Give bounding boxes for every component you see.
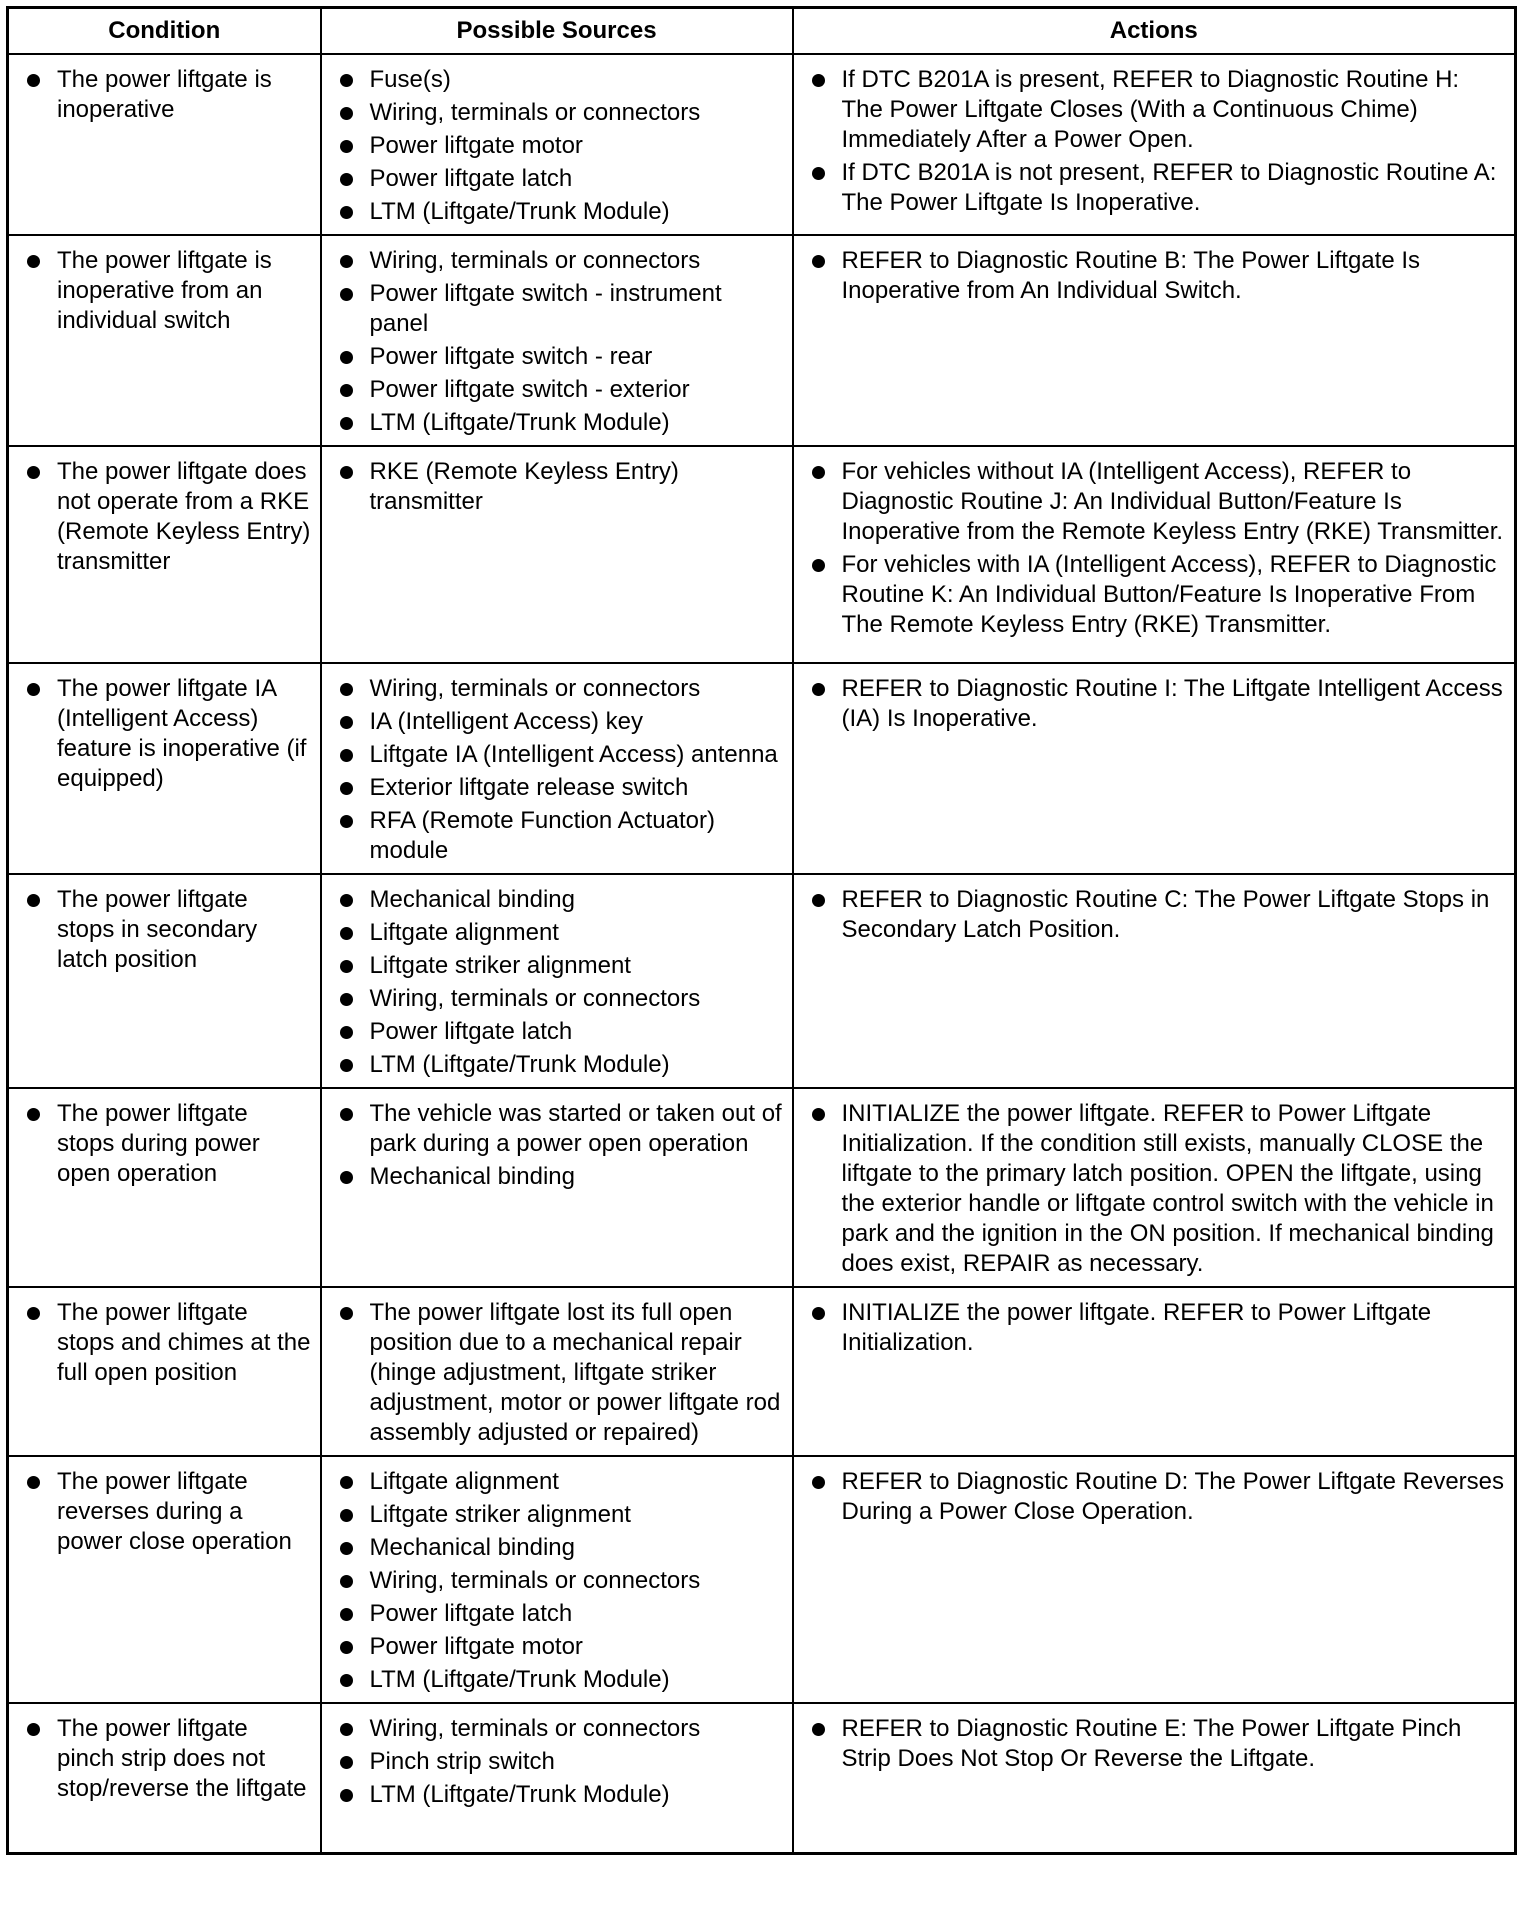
list-item xyxy=(336,408,784,438)
list-item xyxy=(23,1298,312,1388)
list-item xyxy=(336,1714,784,1744)
condition-list xyxy=(23,1467,312,1557)
list-item xyxy=(336,1599,784,1629)
condition-text: The power liftgate stops during power open operation xyxy=(57,1100,260,1187)
condition-text: The power liftgate is inoperative xyxy=(57,66,272,123)
bullet-icon xyxy=(812,683,825,696)
list-item xyxy=(336,342,784,372)
bullet-icon xyxy=(340,749,353,762)
action-item: REFER to Diagnostic Routine E: The Power Liftgate Pinch Strip Does Not Stop Or Reverse the Liftgate. xyxy=(841,1715,1462,1772)
possible-sources-cell xyxy=(321,446,793,663)
actions-list xyxy=(808,885,1507,945)
list-item xyxy=(336,984,784,1014)
list-item xyxy=(808,158,1507,218)
table-row xyxy=(8,874,1516,1088)
list-item xyxy=(336,375,784,405)
list-item xyxy=(336,1566,784,1596)
table-body xyxy=(8,54,1516,1853)
possible-sources-cell xyxy=(321,1456,793,1703)
actions-list xyxy=(808,674,1507,734)
bullet-icon xyxy=(27,1476,40,1489)
list-item xyxy=(336,1467,784,1497)
source-item: Mechanical binding xyxy=(369,1534,575,1561)
table-row xyxy=(8,1287,1516,1456)
list-item xyxy=(23,457,312,577)
action-item: REFER to Diagnostic Routine C: The Power Liftgate Stops in Secondary Latch Position. xyxy=(841,886,1490,943)
bullet-icon xyxy=(340,417,353,430)
bullet-icon xyxy=(812,167,825,180)
bullet-icon xyxy=(27,1108,40,1121)
condition-text: The power liftgate reverses during a power close operation xyxy=(57,1468,292,1555)
bullet-icon xyxy=(340,74,353,87)
source-item: Liftgate alignment xyxy=(369,919,559,946)
list-item xyxy=(336,740,784,770)
bullet-icon xyxy=(340,140,353,153)
bullet-icon xyxy=(812,1476,825,1489)
list-item xyxy=(808,1298,1507,1358)
actions-list xyxy=(808,1298,1507,1358)
sources-list xyxy=(336,65,784,227)
actions-cell xyxy=(793,874,1516,1088)
list-item xyxy=(808,550,1507,640)
possible-sources-cell xyxy=(321,54,793,235)
source-item: Mechanical binding xyxy=(369,886,575,913)
bullet-icon xyxy=(27,1723,40,1736)
source-item: LTM (Liftgate/Trunk Module) xyxy=(369,1051,670,1078)
condition-cell xyxy=(8,663,321,874)
condition-list xyxy=(23,457,312,577)
condition-header: Condition xyxy=(8,8,321,55)
bullet-icon xyxy=(340,1723,353,1736)
source-item: Liftgate striker alignment xyxy=(369,952,631,979)
possible-sources-cell xyxy=(321,235,793,446)
bullet-icon xyxy=(812,894,825,907)
list-item xyxy=(808,885,1507,945)
bullet-icon xyxy=(340,960,353,973)
bullet-icon xyxy=(340,1108,353,1121)
list-item xyxy=(23,1714,312,1804)
actions-cell xyxy=(793,663,1516,874)
bullet-icon xyxy=(812,1723,825,1736)
bullet-icon xyxy=(812,466,825,479)
sources-list xyxy=(336,1714,784,1810)
sources-list xyxy=(336,457,784,517)
source-item: Power liftgate switch - exterior xyxy=(369,376,690,403)
bullet-icon xyxy=(340,173,353,186)
list-item xyxy=(336,1533,784,1563)
action-item: REFER to Diagnostic Routine D: The Power Liftgate Reverses During a Power Close Operation. xyxy=(841,1468,1505,1525)
source-item: Wiring, terminals or connectors xyxy=(369,99,701,126)
action-item: For vehicles with IA (Intelligent Access), REFER to Diagnostic Routine K: An Individual Button/Feature Is Inoperative From The Remote Keyless Entry (RKE) Transmitter. xyxy=(841,551,1497,638)
action-item: For vehicles without IA (Intelligent Access), REFER to Diagnostic Routine J: An Individual Button/Feature Is Inoperative from the Remote Keyless Entry (RKE) Transmitter. xyxy=(841,458,1504,545)
list-item xyxy=(336,1099,784,1159)
condition-cell xyxy=(8,874,321,1088)
list-item xyxy=(336,197,784,227)
list-item xyxy=(336,1162,784,1192)
list-item xyxy=(336,885,784,915)
bullet-icon xyxy=(27,74,40,87)
sources-list xyxy=(336,1298,784,1448)
condition-text: The power liftgate stops in secondary latch position xyxy=(57,886,258,973)
source-item: Wiring, terminals or connectors xyxy=(369,1567,701,1594)
sources-list xyxy=(336,674,784,866)
bullet-icon xyxy=(340,716,353,729)
list-item xyxy=(336,1632,784,1662)
sources-list xyxy=(336,1099,784,1192)
actions-cell xyxy=(793,1456,1516,1703)
source-item: The power liftgate lost its full open position due to a mechanical repair (hinge adjustment, liftgate striker adjustment, motor or power liftgate rod assembly adjusted or repaired) xyxy=(369,1299,781,1446)
condition-text: The power liftgate is inoperative from an individual switch xyxy=(57,247,272,334)
list-item xyxy=(23,65,312,125)
possible-sources-cell xyxy=(321,1088,793,1287)
bullet-icon xyxy=(340,288,353,301)
list-item xyxy=(808,457,1507,547)
table-row xyxy=(8,1088,1516,1287)
possible-sources-cell xyxy=(321,1287,793,1456)
bullet-icon xyxy=(340,1307,353,1320)
list-item xyxy=(336,164,784,194)
bullet-icon xyxy=(340,1509,353,1522)
list-item xyxy=(808,674,1507,734)
action-item: INITIALIZE the power liftgate. REFER to Power Liftgate Initialization. xyxy=(841,1299,1432,1356)
bullet-icon xyxy=(340,206,353,219)
table-row xyxy=(8,54,1516,235)
sources-list xyxy=(336,1467,784,1695)
condition-list xyxy=(23,1714,312,1804)
table-header-row xyxy=(8,8,1516,55)
actions-cell xyxy=(793,54,1516,235)
bullet-icon xyxy=(340,1608,353,1621)
condition-text: The power liftgate pinch strip does not stop/reverse the liftgate xyxy=(57,1715,307,1802)
bullet-icon xyxy=(340,1789,353,1802)
source-item: Exterior liftgate release switch xyxy=(369,774,689,801)
bullet-icon xyxy=(340,1756,353,1769)
actions-list xyxy=(808,1099,1507,1279)
condition-list xyxy=(23,1298,312,1388)
list-item xyxy=(336,457,784,517)
actions-header: Actions xyxy=(793,8,1516,55)
bullet-icon xyxy=(340,384,353,397)
list-item xyxy=(336,1017,784,1047)
bullet-icon xyxy=(340,1026,353,1039)
source-item: Liftgate IA (Intelligent Access) antenna xyxy=(369,741,778,768)
actions-list xyxy=(808,1714,1507,1774)
table-row xyxy=(8,446,1516,663)
bullet-icon xyxy=(340,927,353,940)
bullet-icon xyxy=(340,1641,353,1654)
source-item: Power liftgate latch xyxy=(369,1018,573,1045)
bullet-icon xyxy=(340,782,353,795)
list-item xyxy=(336,951,784,981)
bullet-icon xyxy=(340,351,353,364)
list-item xyxy=(336,918,784,948)
bullet-icon xyxy=(812,74,825,87)
actions-cell xyxy=(793,1287,1516,1456)
bullet-icon xyxy=(340,1171,353,1184)
bullet-icon xyxy=(812,1307,825,1320)
source-item: RFA (Remote Function Actuator) module xyxy=(369,807,715,864)
possible-sources-header: Possible Sources xyxy=(321,8,793,55)
action-item: If DTC B201A is present, REFER to Diagnostic Routine H: The Power Liftgate Closes (With a Continuous Chime) Immediately After a Power Open. xyxy=(841,66,1460,153)
condition-list xyxy=(23,1099,312,1189)
possible-sources-cell xyxy=(321,1703,793,1853)
list-item xyxy=(23,246,312,336)
source-item: Wiring, terminals or connectors xyxy=(369,1715,701,1742)
list-item xyxy=(808,1714,1507,1774)
source-item: LTM (Liftgate/Trunk Module) xyxy=(369,409,670,436)
list-item xyxy=(808,1099,1507,1279)
source-item: LTM (Liftgate/Trunk Module) xyxy=(369,1666,670,1693)
source-item: Power liftgate motor xyxy=(369,132,583,159)
actions-cell xyxy=(793,446,1516,663)
table-row xyxy=(8,235,1516,446)
list-item xyxy=(336,1050,784,1080)
bullet-icon xyxy=(27,466,40,479)
bullet-icon xyxy=(27,894,40,907)
list-item xyxy=(336,65,784,95)
symptom-chart-table xyxy=(6,6,1517,1855)
bullet-icon xyxy=(340,1542,353,1555)
actions-list xyxy=(808,1467,1507,1527)
source-item: Wiring, terminals or connectors xyxy=(369,675,701,702)
actions-list xyxy=(808,65,1507,218)
actions-list xyxy=(808,246,1507,306)
action-item: REFER to Diagnostic Routine B: The Power Liftgate Is Inoperative from An Individual Switch. xyxy=(841,247,1420,304)
source-item: Power liftgate latch xyxy=(369,1600,573,1627)
list-item xyxy=(336,1747,784,1777)
bullet-icon xyxy=(812,255,825,268)
source-item: Mechanical binding xyxy=(369,1163,575,1190)
bullet-icon xyxy=(340,1476,353,1489)
bullet-icon xyxy=(340,894,353,907)
bullet-icon xyxy=(812,1108,825,1121)
condition-cell xyxy=(8,1287,321,1456)
source-item: Fuse(s) xyxy=(369,66,451,93)
bullet-icon xyxy=(340,1674,353,1687)
source-item: LTM (Liftgate/Trunk Module) xyxy=(369,1781,670,1808)
table-row xyxy=(8,1456,1516,1703)
source-item: RKE (Remote Keyless Entry) transmitter xyxy=(369,458,679,515)
source-item: Power liftgate switch - instrument panel xyxy=(369,280,722,337)
list-item xyxy=(23,885,312,975)
condition-list xyxy=(23,885,312,975)
condition-cell xyxy=(8,1703,321,1853)
condition-list xyxy=(23,246,312,336)
table-row xyxy=(8,663,1516,874)
list-item xyxy=(336,246,784,276)
bullet-icon xyxy=(340,466,353,479)
condition-cell xyxy=(8,446,321,663)
possible-sources-cell xyxy=(321,663,793,874)
condition-cell xyxy=(8,1456,321,1703)
source-item: Power liftgate switch - rear xyxy=(369,343,653,370)
bullet-icon xyxy=(27,1307,40,1320)
action-item: If DTC B201A is not present, REFER to Diagnostic Routine A: The Power Liftgate Is Inoperative. xyxy=(841,159,1497,216)
condition-cell xyxy=(8,54,321,235)
list-item xyxy=(808,65,1507,155)
actions-cell xyxy=(793,1703,1516,1853)
condition-list xyxy=(23,65,312,125)
condition-text: The power liftgate stops and chimes at the full open position xyxy=(57,1299,311,1386)
list-item xyxy=(23,1467,312,1557)
bullet-icon xyxy=(27,683,40,696)
list-item xyxy=(808,1467,1507,1527)
source-item: Liftgate alignment xyxy=(369,1468,559,1495)
source-item: Wiring, terminals or connectors xyxy=(369,247,701,274)
bullet-icon xyxy=(27,255,40,268)
list-item xyxy=(336,1298,784,1448)
actions-cell xyxy=(793,235,1516,446)
condition-cell xyxy=(8,1088,321,1287)
actions-cell xyxy=(793,1088,1516,1287)
action-item: REFER to Diagnostic Routine I: The Liftgate Intelligent Access (IA) Is Inoperative. xyxy=(841,675,1503,732)
possible-sources-cell xyxy=(321,874,793,1088)
bullet-icon xyxy=(340,683,353,696)
bullet-icon xyxy=(340,107,353,120)
condition-text: The power liftgate IA (Intelligent Access) feature is inoperative (if equipped) xyxy=(57,675,307,792)
condition-text: The power liftgate does not operate from a RKE (Remote Keyless Entry) transmitter xyxy=(57,458,311,575)
source-item: Power liftgate latch xyxy=(369,165,573,192)
condition-cell xyxy=(8,235,321,446)
source-item: The vehicle was started or taken out of park during a power open operation xyxy=(369,1100,782,1157)
bullet-icon xyxy=(340,255,353,268)
condition-list xyxy=(23,674,312,794)
list-item xyxy=(336,98,784,128)
source-item: Wiring, terminals or connectors xyxy=(369,985,701,1012)
list-item xyxy=(808,246,1507,306)
list-item xyxy=(336,131,784,161)
bullet-icon xyxy=(340,1575,353,1588)
sources-list xyxy=(336,885,784,1080)
source-item: Pinch strip switch xyxy=(369,1748,555,1775)
list-item xyxy=(336,1780,784,1810)
list-item xyxy=(23,1099,312,1189)
list-item xyxy=(336,707,784,737)
source-item: IA (Intelligent Access) key xyxy=(369,708,643,735)
list-item xyxy=(23,674,312,794)
list-item xyxy=(336,674,784,704)
list-item xyxy=(336,1665,784,1695)
list-item xyxy=(336,1500,784,1530)
actions-list xyxy=(808,457,1507,640)
table-row xyxy=(8,1703,1516,1853)
bullet-icon xyxy=(340,993,353,1006)
bullet-icon xyxy=(812,559,825,572)
source-item: LTM (Liftgate/Trunk Module) xyxy=(369,198,670,225)
sources-list xyxy=(336,246,784,438)
source-item: Liftgate striker alignment xyxy=(369,1501,631,1528)
bullet-icon xyxy=(340,815,353,828)
list-item xyxy=(336,279,784,339)
list-item xyxy=(336,806,784,866)
source-item: Power liftgate motor xyxy=(369,1633,583,1660)
bullet-icon xyxy=(340,1059,353,1072)
action-item: INITIALIZE the power liftgate. REFER to Power Liftgate Initialization. If the condition still exists, manually CLOSE the liftgate to the primary latch position. OPEN the liftgate, using the exterior handle or liftgate control switch with the vehicle in park and the ignition in the ON position. If mechanical binding does exist, REPAIR as necessary. xyxy=(841,1100,1494,1277)
list-item xyxy=(336,773,784,803)
